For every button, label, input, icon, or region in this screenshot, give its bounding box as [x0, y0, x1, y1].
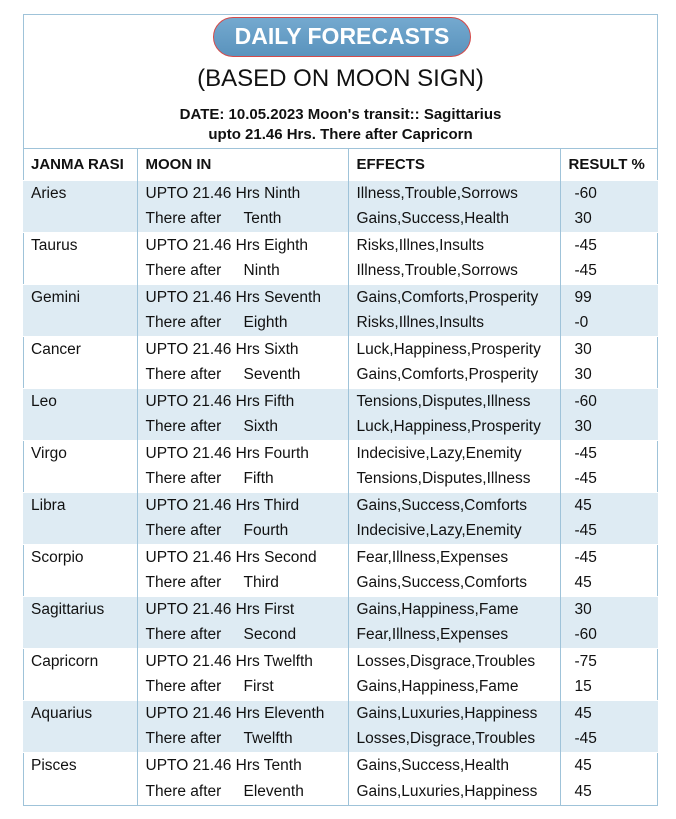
moon-in-upto: UPTO 21.46 Hrs Sixth	[137, 337, 348, 363]
moon-in-after	[137, 415, 348, 441]
result-upto: 45	[560, 701, 658, 727]
rasi-empty-cell	[23, 727, 137, 753]
effects-after: Gains,Comforts,Prosperity	[348, 363, 560, 389]
after-house: Second	[243, 626, 297, 644]
moon-in-upto: UPTO 21.46 Hrs Eighth	[137, 233, 348, 259]
table-row	[23, 389, 658, 415]
effects-upto: Gains,Comforts,Prosperity	[348, 285, 560, 311]
moon-in-upto: UPTO 21.46 Hrs Eleventh	[137, 701, 348, 727]
result-upto: 99	[560, 285, 658, 311]
subtitle: (BASED ON MOON SIGN)	[197, 65, 484, 92]
result-upto: -60	[560, 181, 658, 207]
table-row	[23, 779, 658, 805]
result-after: 30	[560, 207, 658, 233]
effects-upto: Luck,Happiness,Prosperity	[348, 337, 560, 363]
table-row	[23, 623, 658, 649]
result-after: 45	[560, 779, 658, 805]
moon-in-upto: UPTO 21.46 Hrs Tenth	[137, 753, 348, 779]
result-upto: 45	[560, 493, 658, 519]
effects-upto: Gains,Success,Health	[348, 753, 560, 779]
after-house: Tenth	[243, 210, 282, 228]
result-after: -45	[560, 259, 658, 285]
rasi-group	[23, 753, 658, 805]
rasi-empty-cell	[23, 675, 137, 701]
effects-after: Gains,Success,Comforts	[348, 571, 560, 597]
rasi-name: Libra	[23, 493, 137, 519]
table-row	[23, 259, 658, 285]
rasi-group	[23, 233, 658, 285]
after-house: Ninth	[243, 262, 280, 280]
moon-in-upto: UPTO 21.46 Hrs Second	[137, 545, 348, 571]
table-row	[23, 493, 658, 519]
rasi-empty-cell	[23, 415, 137, 441]
table-header-row	[23, 149, 658, 181]
effects-upto: Gains,Luxuries,Happiness	[348, 701, 560, 727]
rasi-empty-cell	[23, 779, 137, 805]
result-upto: -75	[560, 649, 658, 675]
after-house: Eighth	[243, 314, 288, 332]
rasi-empty-cell	[23, 207, 137, 233]
moon-in-after	[137, 623, 348, 649]
there-after-label: There after	[145, 470, 222, 488]
result-upto: -60	[560, 389, 658, 415]
result-upto: -45	[560, 233, 658, 259]
table-row	[23, 727, 658, 753]
table-row	[23, 467, 658, 493]
result-after: -60	[560, 623, 658, 649]
moon-in-after	[137, 467, 348, 493]
rasi-empty-cell	[23, 311, 137, 337]
effects-after: Indecisive,Lazy,Enemity	[348, 519, 560, 545]
table-row	[23, 415, 658, 441]
column-header-result: RESULT %	[560, 149, 658, 181]
column-header-moon-in: MOON IN	[137, 149, 348, 181]
after-house: Third	[243, 574, 279, 592]
column-header-effects: EFFECTS	[348, 149, 560, 181]
table-row	[23, 311, 658, 337]
there-after-label: There after	[145, 418, 222, 436]
table-row	[23, 571, 658, 597]
moon-in-after	[137, 571, 348, 597]
there-after-label: There after	[145, 574, 222, 592]
moon-in-upto: UPTO 21.46 Hrs Twelfth	[137, 649, 348, 675]
rasi-name: Virgo	[23, 441, 137, 467]
moon-in-after	[137, 675, 348, 701]
moon-in-after	[137, 727, 348, 753]
after-house: First	[243, 678, 274, 696]
rasi-group	[23, 337, 658, 389]
effects-after: Losses,Disgrace,Troubles	[348, 727, 560, 753]
effects-after: Gains,Success,Health	[348, 207, 560, 233]
result-after: 45	[560, 571, 658, 597]
rasi-group	[23, 701, 658, 753]
rasi-group	[23, 285, 658, 337]
forecast-table	[23, 148, 658, 805]
moon-in-after	[137, 519, 348, 545]
effects-upto: Fear,Illness,Expenses	[348, 545, 560, 571]
there-after-label: There after	[145, 210, 222, 228]
effects-upto: Risks,Illnes,Insults	[348, 233, 560, 259]
moon-in-after	[137, 779, 348, 805]
there-after-label: There after	[145, 730, 222, 748]
rasi-empty-cell	[23, 467, 137, 493]
moon-in-after	[137, 259, 348, 285]
result-after: 30	[560, 415, 658, 441]
table-row	[23, 519, 658, 545]
rasi-empty-cell	[23, 571, 137, 597]
table-row	[23, 181, 658, 207]
rasi-empty-cell	[23, 363, 137, 389]
moon-in-after	[137, 311, 348, 337]
rasi-group	[23, 545, 658, 597]
after-house: Seventh	[243, 366, 301, 384]
after-house: Fifth	[243, 470, 274, 488]
after-house: Sixth	[243, 418, 278, 436]
effects-after: Tensions,Disputes,Illness	[348, 467, 560, 493]
rasi-name: Leo	[23, 389, 137, 415]
upto-line: upto 21.46 Hrs. There after Capricorn	[208, 126, 473, 143]
effects-upto: Losses,Disgrace,Troubles	[348, 649, 560, 675]
rasi-name: Scorpio	[23, 545, 137, 571]
result-after: -45	[560, 467, 658, 493]
result-upto: -45	[560, 545, 658, 571]
moon-in-upto: UPTO 21.46 Hrs Third	[137, 493, 348, 519]
rasi-name: Capricorn	[23, 649, 137, 675]
rasi-group	[23, 493, 658, 545]
rasi-group	[23, 441, 658, 493]
there-after-label: There after	[145, 678, 222, 696]
rasi-group	[23, 649, 658, 701]
effects-upto: Gains,Success,Comforts	[348, 493, 560, 519]
table-row	[23, 441, 658, 467]
moon-in-upto: UPTO 21.46 Hrs First	[137, 597, 348, 623]
there-after-label: There after	[145, 626, 222, 644]
rasi-name: Aquarius	[23, 701, 137, 727]
effects-upto: Gains,Happiness,Fame	[348, 597, 560, 623]
effects-after: Fear,Illness,Expenses	[348, 623, 560, 649]
result-upto: -45	[560, 441, 658, 467]
daily-forecasts-badge: DAILY FORECASTS	[213, 17, 471, 57]
table-row	[23, 675, 658, 701]
rasi-name: Cancer	[23, 337, 137, 363]
rasi-name: Gemini	[23, 285, 137, 311]
table-row	[23, 649, 658, 675]
rasi-name: Sagittarius	[23, 597, 137, 623]
rasi-empty-cell	[23, 519, 137, 545]
effects-after: Luck,Happiness,Prosperity	[348, 415, 560, 441]
table-row	[23, 545, 658, 571]
table-row	[23, 363, 658, 389]
table-row	[23, 233, 658, 259]
rasi-group	[23, 181, 658, 233]
table-row	[23, 701, 658, 727]
table-row	[23, 207, 658, 233]
rasi-name: Taurus	[23, 233, 137, 259]
there-after-label: There after	[145, 522, 222, 540]
effects-after: Risks,Illnes,Insults	[348, 311, 560, 337]
result-upto: 45	[560, 753, 658, 779]
moon-in-upto: UPTO 21.46 Hrs Fourth	[137, 441, 348, 467]
there-after-label: There after	[145, 314, 222, 332]
rasi-name: Pisces	[23, 753, 137, 779]
moon-in-upto: UPTO 21.46 Hrs Seventh	[137, 285, 348, 311]
result-after: 15	[560, 675, 658, 701]
effects-after: Illness,Trouble,Sorrows	[348, 259, 560, 285]
table-row	[23, 597, 658, 623]
moon-in-after	[137, 207, 348, 233]
effects-after: Gains,Happiness,Fame	[348, 675, 560, 701]
effects-upto: Indecisive,Lazy,Enemity	[348, 441, 560, 467]
rasi-name: Aries	[23, 181, 137, 207]
date-line: DATE: 10.05.2023 Moon's transit:: Sagittarius	[179, 106, 502, 123]
moon-in-after	[137, 363, 348, 389]
result-after: -45	[560, 519, 658, 545]
effects-upto: Tensions,Disputes,Illness	[348, 389, 560, 415]
moon-in-upto: UPTO 21.46 Hrs Fifth	[137, 389, 348, 415]
rasi-group	[23, 597, 658, 649]
column-header-janma-rasi: JANMA RASI	[31, 156, 124, 173]
effects-upto: Illness,Trouble,Sorrows	[348, 181, 560, 207]
rasi-empty-cell	[23, 623, 137, 649]
result-after: -0	[560, 311, 658, 337]
rasi-group	[23, 389, 658, 441]
result-after: 30	[560, 363, 658, 389]
there-after-label: There after	[145, 782, 222, 800]
table-row	[23, 337, 658, 363]
after-house: Twelfth	[243, 730, 293, 748]
after-house: Fourth	[243, 522, 289, 540]
result-after: -45	[560, 727, 658, 753]
there-after-label: There after	[145, 262, 222, 280]
result-upto: 30	[560, 597, 658, 623]
result-upto: 30	[560, 337, 658, 363]
there-after-label: There after	[145, 366, 222, 384]
rasi-empty-cell	[23, 259, 137, 285]
after-house: Eleventh	[243, 782, 304, 800]
moon-in-upto: UPTO 21.46 Hrs Ninth	[137, 181, 348, 207]
effects-after: Gains,Luxuries,Happiness	[348, 779, 560, 805]
table-row	[23, 285, 658, 311]
table-row	[23, 753, 658, 779]
